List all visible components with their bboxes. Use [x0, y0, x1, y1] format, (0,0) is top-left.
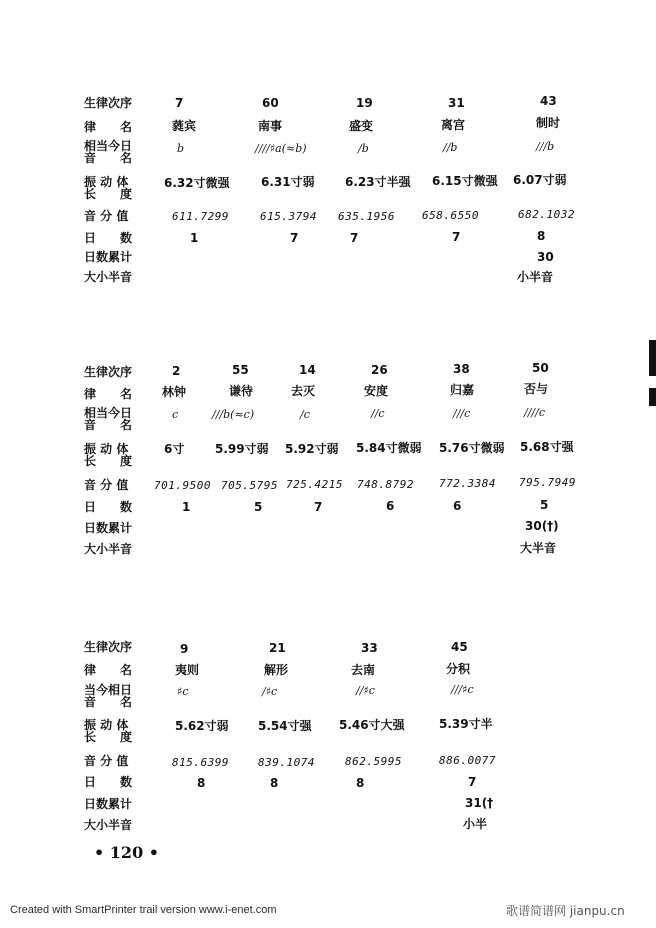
length-cell: 5.92寸弱	[285, 442, 339, 456]
days-cell: 5	[254, 500, 263, 514]
length-cell: 6.23寸半强	[345, 175, 411, 189]
semitone-cell: 小半音	[517, 270, 554, 284]
note-cell: ////c	[524, 406, 545, 419]
cents-cell: 795.7949	[519, 476, 576, 489]
note-cell: ///b	[536, 140, 555, 153]
order-cell: 38	[453, 362, 470, 376]
label-days: 日 数	[84, 775, 133, 789]
order-cell: 26	[371, 363, 388, 377]
label-order: 生律次序	[84, 96, 133, 110]
name-cell: 谦待	[229, 384, 254, 398]
order-cell: 31	[448, 96, 465, 110]
label-cumulative: 日数累计	[84, 250, 133, 264]
name-cell: 归嘉	[450, 383, 475, 397]
binding-edge-mark	[649, 340, 656, 376]
length-cell: 6寸	[164, 442, 185, 456]
length-cell: 5.76寸微弱	[439, 441, 505, 455]
label-name: 律 名	[84, 120, 133, 134]
label-cents: 音 分 值	[84, 754, 129, 768]
cents-cell: 705.5795	[221, 479, 278, 492]
length-cell: 5.84寸微弱	[356, 441, 422, 455]
cents-cell: 615.3794	[260, 210, 317, 223]
label-cents: 音 分 值	[84, 209, 129, 223]
name-cell: 林钟	[162, 385, 187, 399]
name-cell: 否与	[524, 382, 549, 396]
order-cell: 14	[299, 363, 316, 377]
note-cell: //c	[371, 407, 385, 420]
label-cents: 音 分 值	[84, 478, 129, 492]
cents-cell: 611.7299	[172, 210, 229, 223]
label-length: 振 动 体 长 度	[84, 442, 133, 468]
order-cell: 55	[232, 363, 249, 377]
note-cell: ///c	[453, 407, 471, 420]
days-cell: 6	[453, 499, 462, 513]
note-cell: /♯c	[262, 685, 278, 698]
label-modern-note: 相当今日 音 名	[84, 406, 133, 432]
length-cell: 5.62寸弱	[175, 719, 229, 733]
label-name: 律 名	[84, 663, 133, 677]
label-cumulative: 日数累计	[84, 521, 133, 535]
cents-cell: 815.6399	[172, 756, 229, 769]
label-days: 日 数	[84, 500, 133, 514]
watermark-text: Created with SmartPrinter trail version www.i-enet.com	[10, 904, 277, 916]
days-cell: 7	[290, 231, 299, 245]
cumulative-cell: 30(†)	[525, 519, 559, 533]
note-cell: ///♯c	[451, 683, 474, 696]
name-cell: 去南	[351, 663, 376, 677]
order-cell: 2	[172, 364, 181, 378]
order-cell: 60	[262, 96, 279, 110]
cents-cell: 701.9500	[154, 479, 211, 492]
days-cell: 8	[270, 776, 279, 790]
cents-cell: 772.3384	[439, 477, 496, 490]
order-cell: 7	[175, 96, 184, 110]
name-cell: 去灭	[291, 384, 316, 398]
name-cell: 夷则	[175, 663, 200, 677]
order-cell: 45	[451, 640, 468, 654]
length-cell: 5.39寸半	[439, 717, 493, 731]
days-cell: 7	[314, 500, 323, 514]
note-cell: c	[172, 408, 179, 421]
length-cell: 5.54寸强	[258, 719, 312, 733]
note-cell: /c	[300, 408, 310, 421]
days-cell: 8	[537, 229, 546, 243]
name-cell: 蕤宾	[172, 119, 197, 133]
days-cell: 1	[182, 500, 191, 514]
order-cell: 21	[269, 641, 286, 655]
note-cell: b	[177, 142, 185, 155]
cumulative-cell: 30	[537, 250, 554, 264]
days-cell: 7	[350, 231, 359, 245]
label-length: 振 动 体 长 度	[84, 718, 133, 744]
semitone-cell: 小半	[463, 817, 488, 831]
cents-cell: 658.6550	[422, 209, 479, 222]
page-number: • 120 •	[94, 843, 159, 862]
name-cell: 安度	[364, 384, 389, 398]
label-modern-note: 相当今日 音 名	[84, 139, 133, 165]
days-cell: 1	[190, 231, 199, 245]
label-semitone: 大小半音	[84, 542, 133, 556]
cumulative-cell: 31(†	[465, 796, 494, 810]
name-cell: 盛变	[349, 119, 374, 133]
name-cell: 离宫	[441, 118, 466, 132]
order-cell: 9	[180, 642, 189, 656]
days-cell: 8	[356, 776, 365, 790]
label-days: 日 数	[84, 231, 133, 245]
note-cell: ♯c	[177, 685, 189, 698]
label-semitone: 大小半音	[84, 270, 133, 284]
note-cell: ////♯a(≈b)	[255, 142, 307, 155]
length-cell: 6.15寸微强	[432, 174, 498, 188]
label-order: 生律次序	[84, 365, 133, 379]
label-length: 振 动 体 长 度	[84, 175, 133, 201]
order-cell: 19	[356, 96, 373, 110]
length-cell: 5.68寸强	[520, 440, 574, 454]
length-cell: 6.32寸微强	[164, 176, 230, 190]
label-modern-note: 当今相日 音 名	[84, 683, 133, 709]
label-cumulative: 日数累计	[84, 797, 133, 811]
length-cell: 6.31寸弱	[261, 175, 315, 189]
length-cell: 5.46寸大强	[339, 718, 405, 732]
length-cell: 5.99寸弱	[215, 442, 269, 456]
binding-edge-mark	[649, 388, 656, 406]
days-cell: 7	[468, 775, 477, 789]
order-cell: 50	[532, 361, 549, 375]
name-cell: 制时	[536, 116, 561, 130]
cents-cell: 862.5995	[345, 755, 402, 768]
cents-cell: 839.1074	[258, 756, 315, 769]
days-cell: 8	[197, 776, 206, 790]
label-name: 律 名	[84, 387, 133, 401]
note-cell: //♯c	[356, 684, 375, 697]
note-cell: //b	[443, 141, 458, 154]
note-cell: /b	[358, 142, 369, 155]
days-cell: 6	[386, 499, 395, 513]
order-cell: 33	[361, 641, 378, 655]
name-cell: 解形	[264, 663, 289, 677]
length-cell: 6.07寸弱	[513, 173, 567, 187]
semitone-cell: 大半音	[520, 541, 557, 555]
site-watermark: 歌谱简谱网 jianpu.cn	[506, 904, 625, 918]
cents-cell: 725.4215	[286, 478, 343, 491]
label-semitone: 大小半音	[84, 818, 133, 832]
name-cell: 南事	[258, 119, 283, 133]
cents-cell: 682.1032	[518, 208, 575, 221]
name-cell: 分积	[446, 662, 471, 676]
cents-cell: 886.0077	[439, 754, 496, 767]
note-cell: ///b(≈c)	[212, 408, 255, 421]
label-order: 生律次序	[84, 640, 133, 654]
days-cell: 5	[540, 498, 549, 512]
cents-cell: 635.1956	[338, 210, 395, 223]
order-cell: 43	[540, 94, 557, 108]
days-cell: 7	[452, 230, 461, 244]
cents-cell: 748.8792	[357, 478, 414, 491]
